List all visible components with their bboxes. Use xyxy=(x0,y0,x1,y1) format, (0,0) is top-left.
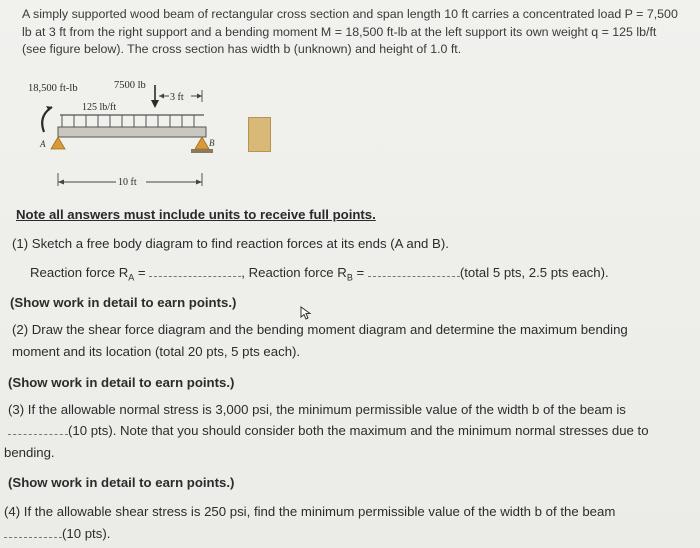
question-4-line-1: (4) If the allowable shear stress is 250 psi, find the minimum permissible value of the width b of the beam xyxy=(4,504,616,519)
show-work-3: (Show work in detail to earn points.) xyxy=(8,475,235,490)
show-work-1: (Show work in detail to earn points.) xyxy=(10,295,237,310)
ra-equals: = xyxy=(134,265,150,280)
rb-equals: = xyxy=(352,265,368,280)
q1-points: (total 5 pts, 2.5 pts each). xyxy=(459,265,609,280)
support-b xyxy=(195,137,209,149)
ra-answer-blank[interactable] xyxy=(149,264,241,277)
reaction-line xyxy=(30,263,700,288)
question-4-line-2-wrap xyxy=(4,524,110,543)
cross-section-swatch xyxy=(248,117,271,152)
support-b-label: B xyxy=(209,138,215,148)
problem-statement: A simply supported wood beam of rectangular cross section and span length 10 ft carries a concentrated load P = 7,500 lb at 3 ft from the right support and a bending moment M = 18,500 ft-lb at the left support its own weight q = 125 lb/ft (see figure below). The cross section has width b (unknown) and height of 1.0 ft. xyxy=(22,7,678,56)
load-label: 7500 lb xyxy=(114,80,146,91)
question-2-line-2: moment and its location (total 20 pts, 5 pts each). xyxy=(12,344,301,359)
question-3-line-2-wrap xyxy=(8,421,700,440)
offset-label: 3 ft xyxy=(170,92,184,103)
ra-sub: A xyxy=(128,272,135,283)
rb-prefix: , Reaction force R xyxy=(241,265,347,280)
question-3-line-2: (10 pts). Note that you should consider both the maximum and the minimum normal stresses due to xyxy=(68,423,649,438)
support-a-label: A xyxy=(40,139,46,149)
moment-arrow xyxy=(42,107,52,132)
q3-answer-blank[interactable] xyxy=(8,422,68,435)
q4-answer-blank[interactable] xyxy=(4,525,62,538)
question-3-line-1: (3) If the allowable normal stress is 3,000 psi, the minimum permissible value of the width b of the beam is xyxy=(8,402,626,417)
mouse-cursor-icon xyxy=(300,306,312,320)
dist-load-arrows xyxy=(62,115,194,127)
question-2-line-1: (2) Draw the shear force diagram and the bending moment diagram and determine the maximum bending xyxy=(12,322,628,337)
question-1: (1) Sketch a free body diagram to find reaction forces at its ends (A and B). xyxy=(12,236,449,251)
dist-load-label: 125 lb/ft xyxy=(82,102,117,113)
question-3-line-3: bending. xyxy=(4,445,55,460)
units-note: Note all answers must include units to receive full points. xyxy=(16,207,376,222)
question-4-line-2: (10 pts). xyxy=(62,526,111,541)
show-work-2: (Show work in detail to earn points.) xyxy=(8,375,235,390)
span-label: 10 ft xyxy=(118,177,137,188)
rb-answer-blank[interactable] xyxy=(368,264,460,277)
ra-prefix: Reaction force R xyxy=(30,265,129,280)
beam-figure xyxy=(22,70,282,200)
beam xyxy=(58,127,206,137)
load-arrowhead xyxy=(151,100,159,108)
moment-label: 18,500 ft-lb xyxy=(28,83,78,94)
support-a xyxy=(51,137,65,149)
rb-sub: B xyxy=(346,272,353,283)
